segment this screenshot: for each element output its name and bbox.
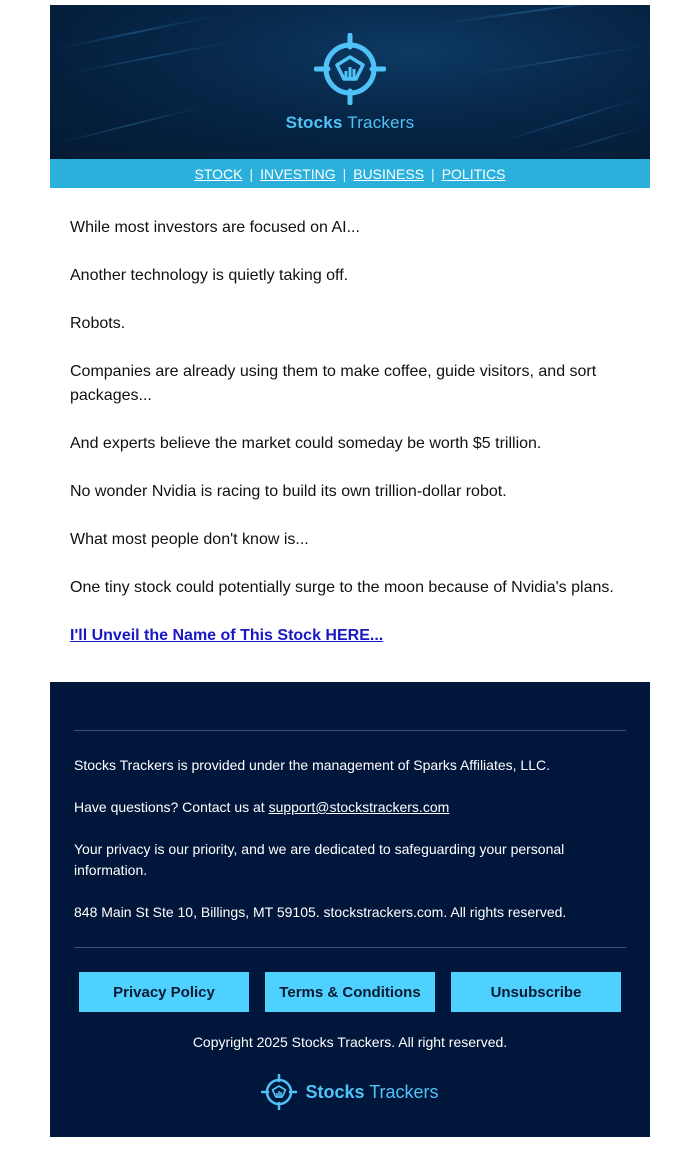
crosshair-target-icon — [314, 33, 386, 105]
header-logo-text — [50, 113, 650, 133]
brand-name-bold: Stocks — [285, 113, 343, 132]
footer-contact-text — [74, 797, 626, 818]
copyright-text: Copyright 2025 Stocks Trackers. All right reserved. — [192, 1034, 508, 1050]
footer-management-text: Stocks Trackers is provided under the management of Sparks Affiliates, LLC. — [74, 757, 550, 773]
nav-link-business[interactable]: BUSINESS — [353, 165, 425, 182]
footer-address-text: 848 Main St Ste 10, Billings, MT 59105. stockstrackers.com. All rights reserved. — [74, 904, 567, 920]
body-paragraph: Another technology is quietly taking off. — [70, 267, 349, 284]
privacy-policy-button[interactable]: Privacy Policy — [79, 972, 249, 1012]
footer-logo-text — [305, 1082, 438, 1103]
nav-separator: | — [249, 165, 254, 182]
footer — [50, 682, 650, 1137]
footer-button-row — [74, 972, 626, 1012]
support-email-link[interactable]: support@stockstrackers.com — [268, 799, 450, 815]
email-container — [50, 5, 650, 1137]
footer-brand-name-regular: Trackers — [369, 1081, 439, 1102]
nav-bar — [50, 159, 650, 188]
email-body — [50, 188, 650, 666]
nav-separator: | — [342, 165, 347, 182]
footer-divider-top — [74, 730, 626, 731]
terms-conditions-button[interactable]: Terms & Conditions — [265, 972, 435, 1012]
nav-link-investing[interactable]: INVESTING — [260, 165, 336, 182]
body-paragraph: Companies are already using them to make coffee, guide visitors, and sort packages... — [70, 363, 597, 404]
footer-privacy-text: Your privacy is our priority, and we are dedicated to safeguarding your personal information. — [74, 841, 565, 878]
body-paragraph: And experts believe the market could someday be worth $5 trillion. — [70, 435, 542, 452]
footer-divider-bottom — [74, 947, 626, 948]
body-paragraph: Robots. — [70, 315, 126, 332]
nav-link-politics[interactable]: POLITICS — [441, 165, 506, 182]
body-paragraph: One tiny stock could potentially surge to the moon because of Nvidia's plans. — [70, 579, 614, 596]
brand-name-regular: Trackers — [347, 113, 415, 132]
footer-brand-name-bold: Stocks — [305, 1081, 365, 1102]
body-paragraph: No wonder Nvidia is racing to build its own trillion-dollar robot. — [70, 483, 507, 500]
body-paragraph: While most investors are focused on AI... — [70, 219, 360, 236]
cta-link[interactable]: I'll Unveil the Name of This Stock HERE... — [70, 627, 384, 644]
header-banner — [50, 5, 650, 159]
unsubscribe-button[interactable]: Unsubscribe — [451, 972, 621, 1012]
footer-contact-prefix: Have questions? Contact us at — [74, 799, 269, 815]
nav-link-stock[interactable]: STOCK — [194, 165, 243, 182]
crosshair-target-icon — [261, 1074, 297, 1110]
body-paragraph: What most people don't know is... — [70, 531, 309, 548]
footer-logo — [74, 1074, 626, 1110]
nav-separator: | — [431, 165, 435, 182]
